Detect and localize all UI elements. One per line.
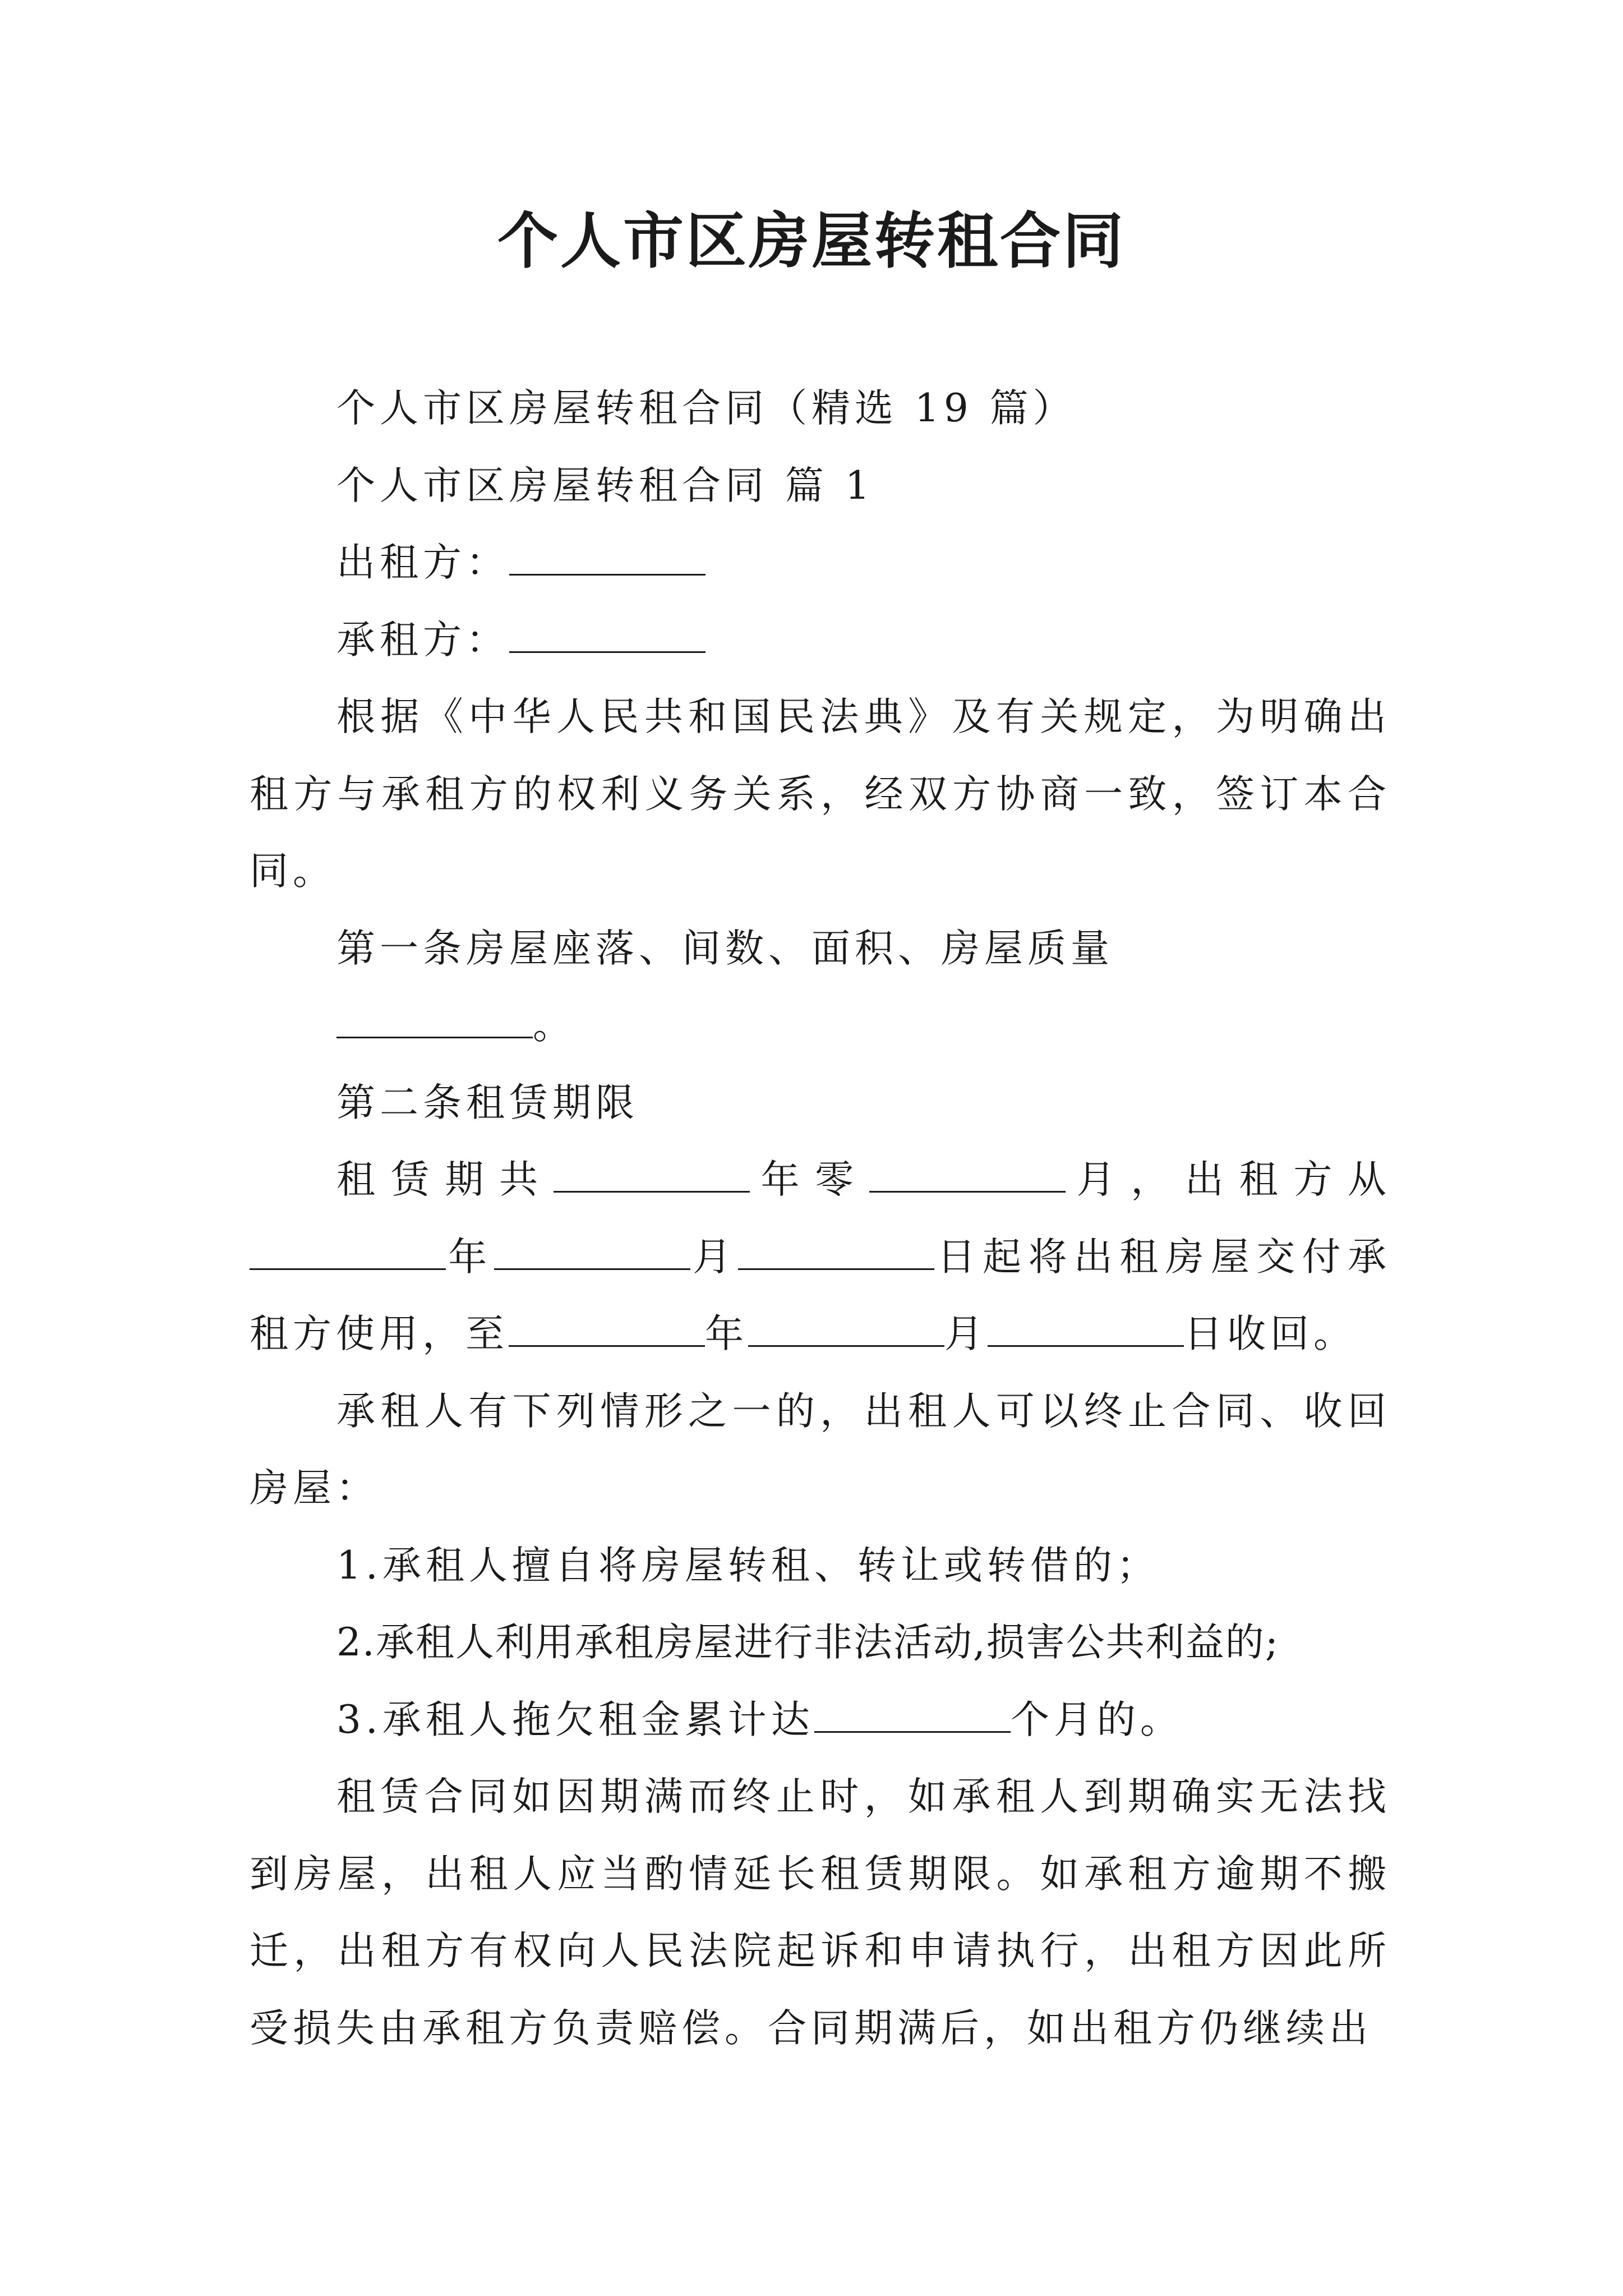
document-body bbox=[250, 370, 1391, 2067]
end-year-blank bbox=[509, 1308, 705, 1347]
end-month-blank bbox=[748, 1308, 944, 1347]
lease-term-seg3: 月，出租方从 bbox=[1065, 1157, 1391, 1202]
lease-term-seg1: 租赁期共 bbox=[336, 1157, 554, 1202]
property-details-blank bbox=[336, 1000, 533, 1038]
lessee-label: 承租方： bbox=[336, 617, 509, 662]
arrears-months-blank bbox=[814, 1694, 1011, 1733]
lessee-line bbox=[250, 602, 1391, 679]
section-heading: 个人市区房屋转租合同 篇 1 bbox=[336, 463, 874, 508]
end-day-blank bbox=[988, 1308, 1184, 1347]
subtitle-line: 个人市区房屋转租合同（精选 19 篇） bbox=[336, 386, 1076, 431]
termination-intro: 承租人有下列情形之一的，出租人可以终止合同、收回房屋： bbox=[250, 1388, 1391, 1511]
lease-term-seg7: 年 bbox=[705, 1312, 748, 1356]
lessor-blank bbox=[509, 537, 706, 576]
lease-months-blank bbox=[869, 1154, 1066, 1193]
termination-item-3-end: 个月的。 bbox=[1010, 1697, 1183, 1742]
termination-item-2: 2.承租人利用承租房屋进行非法活动,损害公共利益的; bbox=[336, 1620, 1280, 1665]
lease-years-blank bbox=[554, 1154, 750, 1193]
lease-term-seg8: 月 bbox=[944, 1312, 988, 1356]
lessee-blank bbox=[509, 614, 706, 653]
termination-item-3 bbox=[250, 1682, 1391, 1759]
article-1-blank-line bbox=[250, 987, 1391, 1065]
lease-term-seg5: 月 bbox=[690, 1234, 739, 1280]
lease-term-seg9: 日收回。 bbox=[1184, 1312, 1357, 1356]
lessor-line bbox=[250, 524, 1391, 602]
termination-item-3-text: 3.承租人拖欠租金累计达 bbox=[336, 1697, 814, 1742]
article-1-end-mark: 。 bbox=[533, 1003, 576, 1048]
document-title: 个人市区房屋转租合同 bbox=[497, 206, 1126, 277]
lease-term-seg6: 日起将出租房屋交付承租方使用，至 bbox=[250, 1234, 1391, 1356]
article-2-heading: 第二条租赁期限 bbox=[336, 1080, 639, 1125]
article-1-heading: 第一条房屋座落、间数、面积、房屋质量 bbox=[336, 926, 1114, 971]
start-year-blank bbox=[250, 1231, 446, 1270]
start-day-blank bbox=[738, 1231, 934, 1270]
lease-term-seg4: 年 bbox=[446, 1234, 494, 1280]
expiry-paragraph: 租赁合同如因期满而终止时，如承租人到期确实无法找到房屋，出租人应当酌情延长租赁期限。如承租方逾期不搬迁，出租方有权向人民法院起诉和申请执行，出租方因此所受损失由承租方负责赔偿。合同期满后，如出租方仍继续出 bbox=[250, 1774, 1391, 2051]
termination-item-1: 1.承租人擅自将房屋转租、转让或转借的； bbox=[336, 1543, 1160, 1588]
lease-term-paragraph bbox=[250, 1142, 1391, 1373]
lease-term-seg2: 年零 bbox=[749, 1157, 869, 1202]
start-month-blank bbox=[494, 1231, 690, 1270]
preamble-paragraph: 根据《中华人民共和国民法典》及有关规定，为明确出租方与承租方的权利义务关系，经双方协商一致，签订本合同。 bbox=[250, 694, 1391, 894]
lessor-label: 出租方： bbox=[336, 540, 509, 585]
